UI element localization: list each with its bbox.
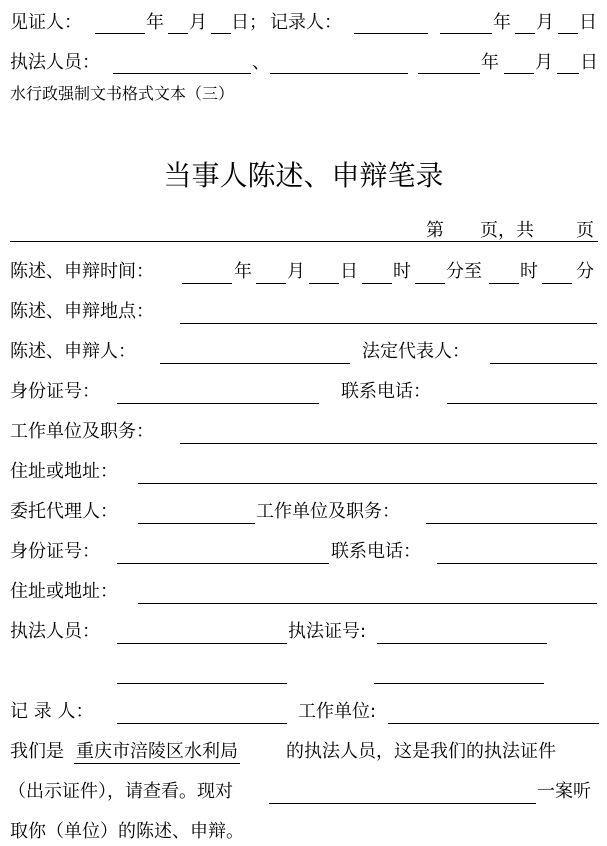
- recorder-name-blank-top[interactable]: [354, 33, 428, 34]
- recorder-date-blank[interactable]: [440, 33, 492, 34]
- agent-blank[interactable]: [138, 523, 255, 524]
- recorder-unit-label: 工作单位:: [298, 701, 377, 722]
- time-hour: 时: [393, 261, 411, 282]
- id2-blank[interactable]: [117, 563, 329, 564]
- time-day-blank[interactable]: [309, 283, 339, 284]
- officers-label: 执法人员：: [10, 621, 100, 642]
- officers-year: 年: [481, 52, 499, 73]
- address-label: 住址或地址：: [10, 461, 118, 482]
- witness-month: 月: [189, 12, 207, 33]
- officers-day: 日: [580, 52, 598, 73]
- work-unit-label: 工作单位及职务：: [10, 421, 154, 442]
- recorder-label-top: 记录人：: [270, 12, 342, 33]
- phone-label: 联系电话：: [341, 381, 431, 402]
- agent-work-label: 工作单位及职务：: [256, 501, 400, 522]
- statement-part2: 的执法人员，这是我们的执法证件: [286, 741, 556, 762]
- recorder-month-blank[interactable]: [515, 33, 535, 34]
- officers-month-blank[interactable]: [504, 73, 534, 74]
- recorder-blank[interactable]: [117, 723, 287, 724]
- officer2-blank[interactable]: [117, 683, 287, 684]
- page-title: 当事人陈述、申辩笔录: [163, 159, 444, 192]
- recorder-unit-blank[interactable]: [388, 723, 599, 724]
- address2-label: 住址或地址：: [10, 581, 118, 602]
- witness-name-blank[interactable]: [95, 33, 145, 34]
- agent-label: 委托代理人：: [10, 501, 118, 522]
- recorder-year: 年: [493, 12, 511, 33]
- time-day: 日: [340, 261, 358, 282]
- phone-blank[interactable]: [447, 403, 597, 404]
- time-year-blank[interactable]: [182, 283, 232, 284]
- time-minute: 分: [576, 261, 594, 282]
- person-blank[interactable]: [160, 363, 350, 364]
- statement-part5: 取你（单位）的陈述、申辩。: [10, 821, 244, 842]
- witness-label: 见证人：: [10, 12, 82, 33]
- page-number-prefix: 第: [426, 220, 444, 241]
- time-minute-to: 分至: [446, 261, 482, 282]
- recorder-day: 日: [579, 12, 597, 33]
- officer1-blank-top[interactable]: [113, 73, 251, 74]
- officers-month: 月: [535, 52, 553, 73]
- witness-row: [10, 12, 82, 34]
- cert1-blank[interactable]: [377, 643, 547, 644]
- officers-date-blank[interactable]: [418, 73, 480, 74]
- place-blank[interactable]: [180, 323, 597, 324]
- agency-name: 重庆市涪陵区水利局: [76, 741, 238, 762]
- header-rule: [10, 241, 598, 242]
- officer1-blank[interactable]: [117, 643, 287, 644]
- legal-rep-blank[interactable]: [490, 363, 597, 364]
- time-month-blank[interactable]: [256, 283, 286, 284]
- witness-year: 年: [146, 12, 164, 33]
- page-total-suffix: 页: [576, 220, 594, 241]
- statement-part1: 我们是: [10, 741, 64, 762]
- address-blank[interactable]: [138, 483, 597, 484]
- witness-month-blank[interactable]: [168, 33, 188, 34]
- time-month: 月: [287, 261, 305, 282]
- time-year: 年: [234, 261, 252, 282]
- phone2-blank[interactable]: [437, 563, 597, 564]
- cert2-blank[interactable]: [374, 683, 544, 684]
- officers-separator: 、: [252, 52, 270, 73]
- time-hour2: 时: [520, 261, 538, 282]
- time-hour2-blank[interactable]: [489, 283, 519, 284]
- document-type: 水行政强制文书格式文本（三）: [10, 84, 235, 103]
- time-minute2-blank[interactable]: [542, 283, 572, 284]
- person-label: 陈述、申辩人：: [10, 341, 136, 362]
- time-label: 陈述、申辩时间：: [10, 261, 154, 282]
- statement-part3: （出示证件），请查看。现对: [8, 781, 233, 802]
- id2-label: 身份证号：: [10, 541, 100, 562]
- page-total-prefix: 页，共: [480, 220, 534, 241]
- witness-day-blank[interactable]: [211, 33, 231, 34]
- case-blank[interactable]: [269, 803, 536, 804]
- recorder-label: 记 录 人：: [10, 701, 94, 722]
- time-minute-blank[interactable]: [415, 283, 445, 284]
- time-hour-blank[interactable]: [362, 283, 392, 284]
- work-unit-blank[interactable]: [180, 443, 597, 444]
- phone2-label: 联系电话：: [331, 541, 421, 562]
- cert-label: 执法证号:: [288, 621, 367, 642]
- place-label: 陈述、申辩地点：: [10, 301, 154, 322]
- officer2-blank-top[interactable]: [270, 73, 408, 74]
- address2-blank[interactable]: [138, 603, 597, 604]
- recorder-day-blank[interactable]: [558, 33, 578, 34]
- statement-part4: 一案听: [537, 781, 591, 802]
- recorder-month: 月: [536, 12, 554, 33]
- agent-work-blank[interactable]: [426, 523, 597, 524]
- officers-day-blank[interactable]: [557, 73, 579, 74]
- witness-day: 日；: [231, 12, 267, 33]
- id-label: 身份证号：: [10, 381, 100, 402]
- legal-rep-label: 法定代表人：: [362, 341, 470, 362]
- officers-label-top: 执法人员：: [10, 52, 100, 73]
- id-blank[interactable]: [117, 403, 319, 404]
